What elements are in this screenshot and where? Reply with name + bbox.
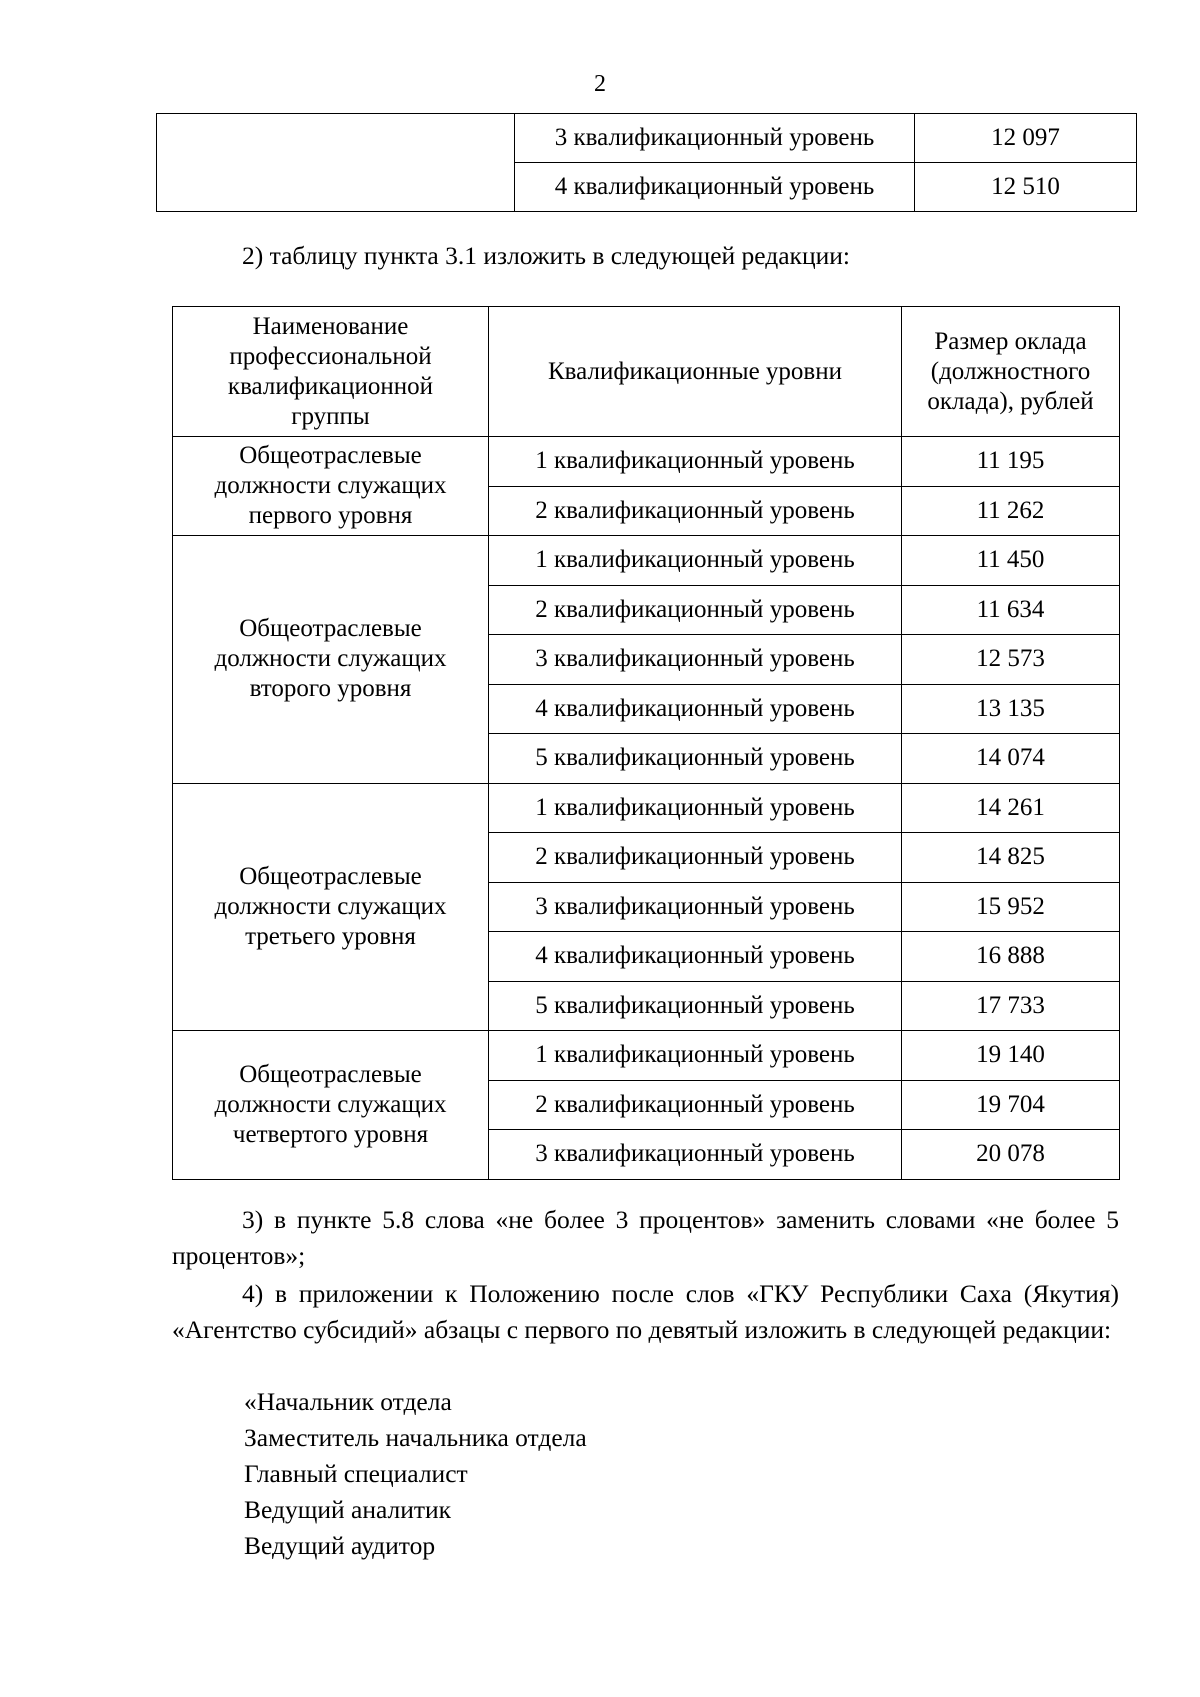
salary-cell: 12 573 xyxy=(902,635,1120,685)
level-cell: 2 квалификационный уровень xyxy=(489,833,902,883)
group-cell-empty xyxy=(157,114,515,212)
level-cell: 1 квалификационный уровень xyxy=(489,437,902,487)
positions-list xyxy=(244,1384,1044,1564)
level-cell: 4 квалификационный уровень xyxy=(489,684,902,734)
level-cell: 1 квалификационный уровень xyxy=(489,783,902,833)
position-item: Заместитель начальника отдела xyxy=(244,1423,587,1452)
position-item: Главный специалист xyxy=(244,1459,468,1488)
position-item: «Начальник отдела xyxy=(244,1387,452,1416)
salary-cell: 20 078 xyxy=(902,1130,1120,1180)
salary-cell: 19 140 xyxy=(902,1031,1120,1081)
paragraph-3: 3) в пункте 5.8 слова «не более 3 процентов» заменить словами «не более 5 процентов»; xyxy=(172,1205,1119,1270)
level-cell: 2 квалификационный уровень xyxy=(489,486,902,536)
paragraph-2: 2) таблицу пункта 3.1 изложить в следующей редакции: xyxy=(242,241,850,270)
paragraph-4: 4) в приложении к Положению после слов «ГКУ Республики Саха (Якутия) «Агентство субсидий» абзацы с первого по девятый изложить в следующей редакции: xyxy=(172,1279,1119,1344)
level-cell: 2 квалификационный уровень xyxy=(489,1080,902,1130)
table-row xyxy=(173,437,1120,487)
salary-cell: 11 634 xyxy=(902,585,1120,635)
salary-cell: 11 262 xyxy=(902,486,1120,536)
salary-cell: 14 825 xyxy=(902,833,1120,883)
group-name-cell: Общеотраслевые должности служащих третьего уровня xyxy=(173,783,489,1031)
level-cell: 1 квалификационный уровень xyxy=(489,1031,902,1081)
level-cell: 3 квалификационный уровень xyxy=(515,114,915,163)
salary-cell: 16 888 xyxy=(902,932,1120,982)
table-row xyxy=(173,536,1120,586)
salary-cell: 11 195 xyxy=(902,437,1120,487)
group-name-cell: Общеотраслевые должности служащих второго уровня xyxy=(173,536,489,784)
salary-cell: 17 733 xyxy=(902,981,1120,1031)
header-group: Наименование профессиональной квалификационной группы xyxy=(173,307,489,437)
header-salary: Размер оклада (должностного оклада), рублей xyxy=(902,307,1120,437)
salary-cell: 12 510 xyxy=(915,163,1137,212)
salary-cell: 15 952 xyxy=(902,882,1120,932)
salary-table xyxy=(172,306,1120,1180)
salary-table-header-row xyxy=(173,307,1120,437)
continued-salary-table xyxy=(156,113,1137,212)
level-cell: 2 квалификационный уровень xyxy=(489,585,902,635)
level-cell: 3 квалификационный уровень xyxy=(489,882,902,932)
salary-cell: 13 135 xyxy=(902,684,1120,734)
table-row xyxy=(157,114,1137,163)
table-row xyxy=(173,783,1120,833)
level-cell: 1 квалификационный уровень xyxy=(489,536,902,586)
level-cell: 5 квалификационный уровень xyxy=(489,981,902,1031)
position-item: Ведущий аналитик xyxy=(244,1495,452,1524)
level-cell: 4 квалификационный уровень xyxy=(515,163,915,212)
page-number: 2 xyxy=(594,71,606,97)
salary-cell: 14 074 xyxy=(902,734,1120,784)
level-cell: 5 квалификационный уровень xyxy=(489,734,902,784)
salary-cell: 11 450 xyxy=(902,536,1120,586)
position-item: Ведущий аудитор xyxy=(244,1531,436,1560)
group-name-cell: Общеотраслевые должности служащих первого уровня xyxy=(173,437,489,536)
salary-cell: 14 261 xyxy=(902,783,1120,833)
group-name-cell: Общеотраслевые должности служащих четвертого уровня xyxy=(173,1031,489,1180)
salary-cell: 12 097 xyxy=(915,114,1137,163)
header-levels: Квалификационные уровни xyxy=(489,307,902,437)
level-cell: 3 квалификационный уровень xyxy=(489,635,902,685)
level-cell: 4 квалификационный уровень xyxy=(489,932,902,982)
table-row xyxy=(173,1031,1120,1081)
salary-cell: 19 704 xyxy=(902,1080,1120,1130)
level-cell: 3 квалификационный уровень xyxy=(489,1130,902,1180)
